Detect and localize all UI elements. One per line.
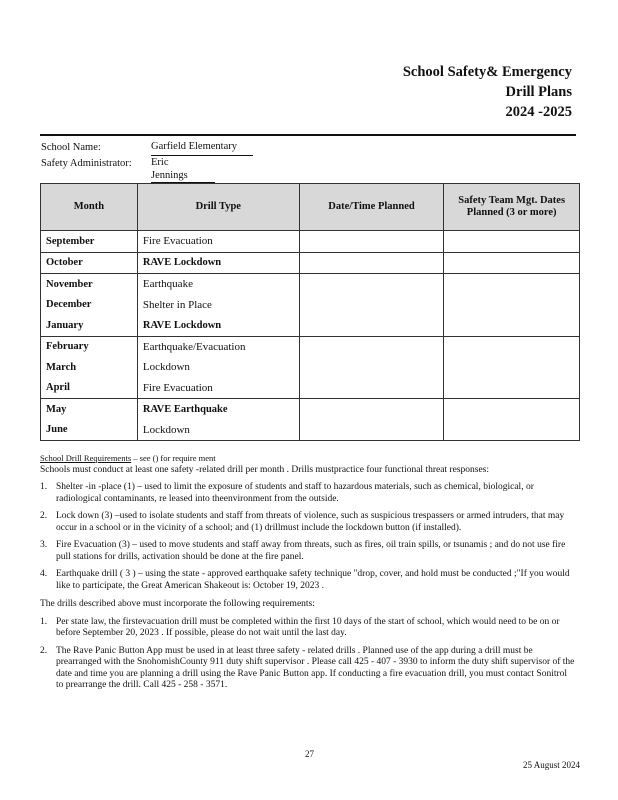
team-date-cell: [444, 295, 580, 316]
header-month: Month: [41, 184, 138, 231]
list-text: Lock down (3) –used to isolate students and staff from threats of violence, such as suspicious trespassers or armed intruders, that may occur in a school or in the vicinity of a school; and (1) drillmust include the lockdown button (if installed).: [56, 511, 565, 533]
month-cell: February: [41, 336, 138, 357]
list-number: 1.: [40, 482, 48, 492]
school-name-label: School Name:: [41, 142, 101, 153]
date-cell: [299, 315, 444, 336]
list-item: [40, 617, 576, 640]
table-row: [41, 420, 580, 441]
month-cell: September: [41, 231, 138, 253]
date-cell: [299, 295, 444, 316]
table-row: [41, 295, 580, 316]
school-name-value: Garfield Elementary: [151, 140, 253, 156]
date-cell: [299, 420, 444, 441]
list-number: 4.: [40, 569, 48, 579]
header-date-time: Date/Time Planned: [299, 184, 444, 231]
list-text: Per state law, the firstevacuation drill must be completed within the first 10 days of the start of school, which would need to be on or before September 20, 2023 . If possible, please do not wait until the last day.: [56, 616, 560, 638]
table-header-row: [41, 184, 580, 231]
month-cell: January: [41, 315, 138, 336]
footer-date: 25 August 2024: [522, 760, 580, 770]
table-row: [41, 252, 580, 274]
drill-cell: Fire Evacuation: [137, 378, 299, 399]
month-cell: March: [41, 357, 138, 378]
list-number: 2.: [40, 645, 48, 656]
table-row: [41, 274, 580, 295]
table-row: [41, 231, 580, 253]
table-row: [41, 357, 580, 378]
requirements-lead: The drills described above must incorporate the following requirements:: [40, 599, 315, 609]
list-item: [40, 482, 576, 505]
team-date-cell: [444, 378, 580, 399]
drill-cell: Lockdown: [137, 357, 299, 378]
list-text: Earthquake drill ( 3 ) – using the state - approved earthquake safety technique "drop, cover, and hold must be conducted ;"If you would like to participate, the Great American Shakeout is: October 19, 2023 .: [56, 569, 570, 591]
safety-admin-value: Eric Jennings: [151, 156, 215, 183]
table-row: [41, 315, 580, 336]
date-cell: [299, 378, 444, 399]
team-date-cell: [444, 274, 580, 295]
header-drill-type: Drill Type: [137, 184, 299, 231]
team-date-cell: [444, 357, 580, 378]
drill-cell: Fire Evacuation: [137, 231, 299, 253]
drill-requirements-section: [40, 453, 576, 692]
page-number: 27: [305, 749, 314, 759]
document-title: [403, 62, 572, 122]
drill-cell: Lockdown: [137, 420, 299, 441]
month-cell: April: [41, 378, 138, 399]
date-cell: [299, 399, 444, 420]
list-text: Fire Evacuation (3) – used to move students and staff away from threats, such as fires, oil train spills, or tsunamis ; and do not use fire pull stations for drills, activation should be done at the fire panel.: [56, 540, 566, 562]
school-info: [41, 140, 253, 183]
month-cell: December: [41, 295, 138, 316]
drill-cell: Earthquake/Evacuation: [137, 336, 299, 357]
drill-cell: Earthquake: [137, 274, 299, 295]
table-row: [41, 399, 580, 420]
team-date-cell: [444, 420, 580, 441]
drill-schedule-table: [40, 183, 580, 441]
month-cell: November: [41, 274, 138, 295]
date-cell: [299, 357, 444, 378]
table-row: [41, 378, 580, 399]
team-date-cell: [444, 315, 580, 336]
team-date-cell: [444, 399, 580, 420]
date-cell: [299, 231, 444, 253]
month-cell: October: [41, 252, 138, 274]
team-date-cell: [444, 231, 580, 253]
list-number: 2.: [40, 511, 48, 521]
requirements-heading-title: School Drill Requirements: [40, 453, 132, 463]
drill-cell: RAVE Earthquake: [137, 399, 299, 420]
team-date-cell: [444, 252, 580, 274]
date-cell: [299, 252, 444, 274]
table-row: [41, 336, 580, 357]
requirements-heading: [40, 453, 576, 465]
title-line-3: 2024 -2025: [505, 104, 572, 120]
list-item: [40, 569, 576, 592]
list-number: 1.: [40, 616, 48, 627]
header-safety-team-dates: Safety Team Mgt. Dates Planned (3 or more): [444, 184, 580, 231]
list-number: 3.: [40, 540, 48, 550]
list-text: Shelter -in -place (1) – used to limit the exposure of students and staff to hazardous materials, such as chemical, biological, or radiological contaminants, re leased into theenvironment from the outside.: [56, 482, 534, 504]
date-cell: [299, 336, 444, 357]
date-cell: [299, 274, 444, 295]
team-date-cell: [444, 336, 580, 357]
month-cell: May: [41, 399, 138, 420]
title-divider: [40, 134, 576, 136]
requirements-heading-note: – see () for require ment: [131, 453, 216, 463]
drill-cell: RAVE Lockdown: [137, 315, 299, 336]
requirements-intro: Schools must conduct at least one safety -related drill per month . Drills mustpractice four functional threat responses:: [40, 464, 490, 475]
list-item: [40, 540, 576, 563]
month-cell: June: [41, 420, 138, 441]
drill-cell: RAVE Lockdown: [137, 252, 299, 274]
safety-admin-label: Safety Administrator:: [41, 158, 132, 169]
list-item: [40, 646, 576, 692]
title-line-2: Drill Plans: [505, 84, 572, 100]
list-text: The Rave Panic Button App must be used in at least three safety - related drills . Planned use of the app during a drill must be prearranged with the SnohomishCounty 911 duty shift supervisor . Please call 425 - 407 - 3930 to inform the duty shift supervisor of the date and time you are planning a drill using the Rave Panic Button app. If conducting a fire evacuation drill, you must contact Sonitrol to prearrange the drill. Call 425 - 258 - 3571.: [56, 645, 575, 690]
drill-cell: Shelter in Place: [137, 295, 299, 316]
title-line-1: School Safety& Emergency: [402, 64, 572, 80]
list-item: [40, 511, 576, 534]
